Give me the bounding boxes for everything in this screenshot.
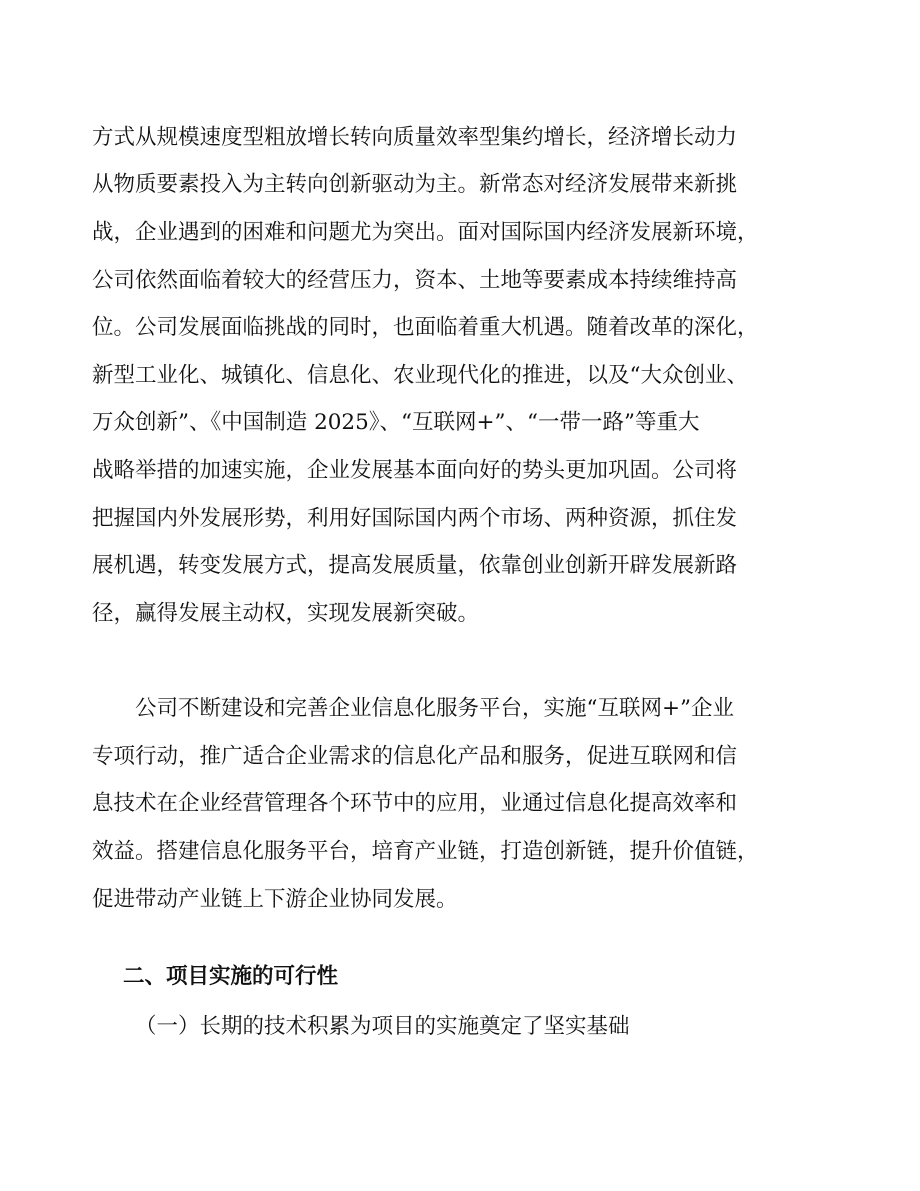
paragraph-1-line: 战，企业遇到的困难和问题尤为突出。面对国际国内经济发展新环境， (92, 220, 759, 245)
paragraph-2-line: 公司不断建设和完善企业信息化服务平台，实施“互联网+”企业 (135, 696, 735, 721)
paragraph-1-line: 万众创新”、《中国制造 2025》、“互联网+”、“一带一路”等重大 (92, 410, 700, 435)
paragraph-1-line: 径，赢得发展主动权，实现发展新突破。 (92, 601, 480, 626)
paragraph-1-line: 从物质要素投入为主转向创新驱动为主。新常态对经济发展带来新挑 (92, 172, 738, 197)
paragraph-1-line: 位。公司发展面临挑战的同时，也面临着重大机遇。随着改革的深化， (92, 315, 759, 340)
paragraph-2-line: 效益。搭建信息化服务平台，培育产业链，打造创新链，提升价值链， (92, 839, 759, 864)
paragraph-1-line: 展机遇，转变发展方式，提高发展质量，依靠创业创新开辟发展新路 (92, 553, 738, 578)
paragraph-2-line: 专项行动，推广适合企业需求的信息化产品和服务，促进互联网和信 (92, 744, 738, 769)
paragraph-2-line: 促进带动产业链上下游企业协同发展。 (92, 887, 458, 912)
subsection-heading: （一）长期的技术积累为项目的实施奠定了坚实基础 (135, 1014, 630, 1039)
paragraph-1-line: 把握国内外发展形势，利用好国际国内两个市场、两种资源，抓住发 (92, 506, 738, 531)
paragraph-2-line: 息技术在企业经营管理各个环节中的应用，业通过信息化提高效率和 (92, 791, 738, 816)
paragraph-1-line: 新型工业化、城镇化、信息化、农业现代化的推进，以及“大众创业、 (92, 363, 748, 388)
paragraph-1-line: 战略举措的加速实施，企业发展基本面向好的势头更加巩固。公司将 (92, 458, 738, 483)
paragraph-1-line: 方式从规模速度型粗放增长转向质量效率型集约增长，经济增长动力 (92, 125, 738, 150)
paragraph-1-line: 公司依然面临着较大的经营压力，资本、土地等要素成本持续维持高 (92, 268, 738, 293)
section-heading: 二、项目实施的可行性 (123, 964, 339, 989)
